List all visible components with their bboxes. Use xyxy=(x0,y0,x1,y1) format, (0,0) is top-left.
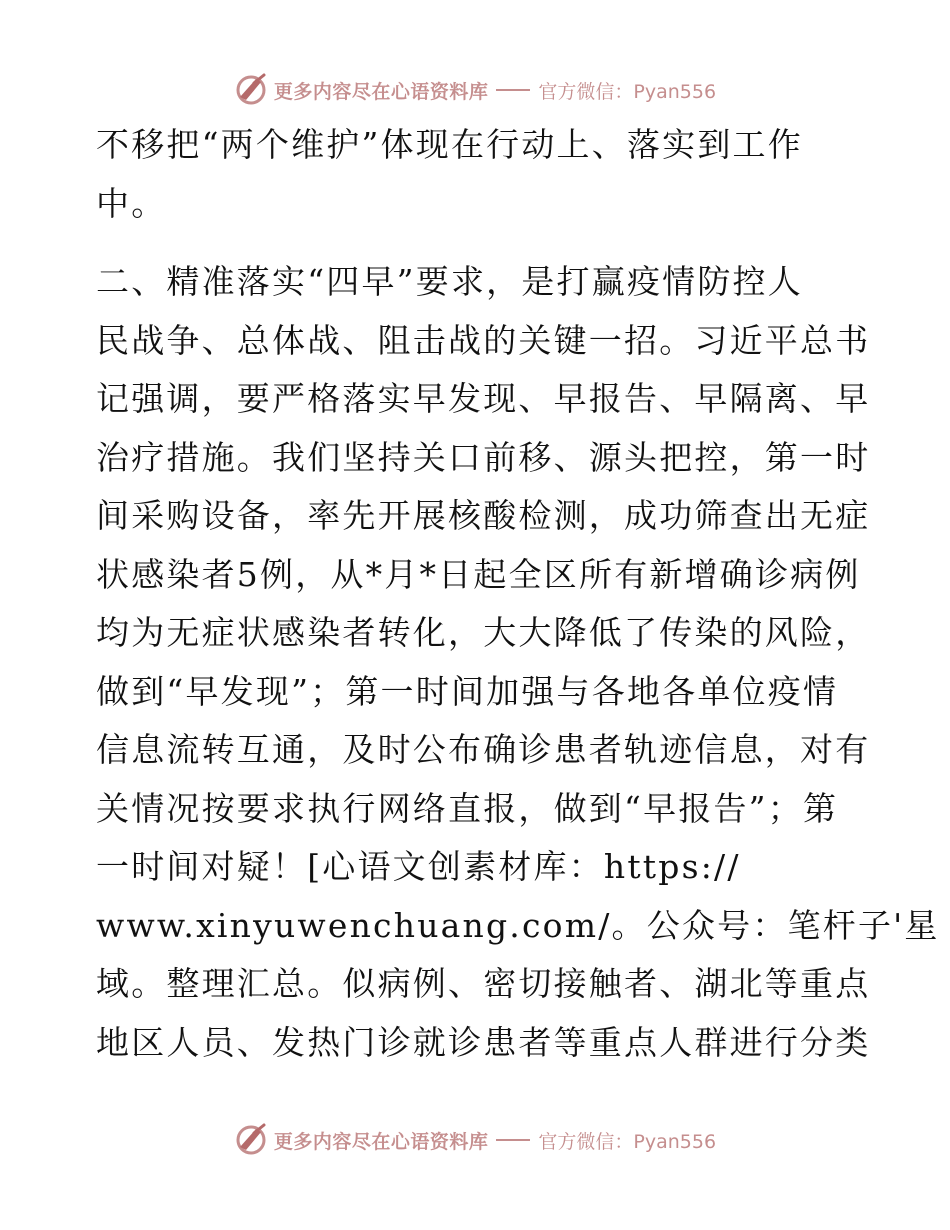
text-line: 域。整理汇总。似病例、密切接触者、湖北等重点 xyxy=(96,964,871,1003)
text-line: 一时间对疑！[心语文创素材库：https:// xyxy=(96,847,741,886)
text-line: 二、精准落实“四早”要求，是打赢疫情防控人 xyxy=(96,262,803,301)
header-watermark-text: 更多内容尽在心语资料库 xyxy=(273,80,489,103)
header-watermark-dash xyxy=(496,89,530,91)
text-line: 信息流转互通，及时公布确诊患者轨迹信息，对有 xyxy=(96,730,871,769)
footer-watermark-text: 更多内容尽在心语资料库 xyxy=(273,1130,489,1153)
text-line: 地区人员、发热门诊就诊患者等重点人群进行分类 xyxy=(96,1022,871,1062)
text-line: 民战争、总体战、阻击战的关键一招。习近平总书 xyxy=(96,320,871,360)
header-watermark-inner xyxy=(234,73,716,107)
text-line: 均为无症状感染者转化，大大降低了传染的风险， xyxy=(96,613,871,652)
document-body xyxy=(96,116,940,1072)
header-wechat-text: 官方微信：Pyan556 xyxy=(538,80,717,103)
text-line: 做到“早发现”；第一时间加强与各地各单位疫情 xyxy=(96,671,839,711)
text-line: 间采购设备，率先开展核酸检测，成功筛查出无症 xyxy=(96,496,871,535)
footer-watermark xyxy=(0,1120,950,1160)
quill-logo-icon xyxy=(234,1123,268,1157)
text-line: 记强调，要严格落实早发现、早报告、早隔离、早 xyxy=(96,379,871,418)
paragraph-2 xyxy=(96,253,940,1072)
footer-watermark-dash xyxy=(496,1139,530,1141)
text-line: 治疗措施。我们坚持关口前移、源头把控，第一时 xyxy=(96,437,871,477)
paragraph-gap xyxy=(96,233,856,253)
text-line: www.xinyuwenchuang.com/。公众号：笔杆子'星 xyxy=(96,905,940,945)
text-line: 状感染者5例，从*月*日起全区所有新增确诊病例 xyxy=(96,554,861,594)
paragraph-1 xyxy=(96,116,856,233)
footer-wechat-text: 官方微信：Pyan556 xyxy=(538,1130,717,1153)
header-watermark xyxy=(0,70,950,110)
footer-watermark-inner xyxy=(234,1123,716,1157)
text-line: 不移把“两个维护”体现在行动上、落实到工作 xyxy=(96,125,803,164)
text-line: 中。 xyxy=(96,183,167,223)
text-line: 关情况按要求执行网络直报，做到“早报告”；第 xyxy=(96,788,839,828)
quill-logo-icon xyxy=(234,73,268,107)
